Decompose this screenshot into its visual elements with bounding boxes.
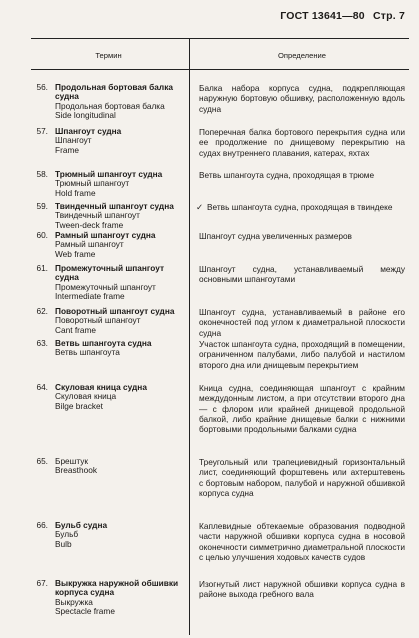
- term-synonym: Intermediate frame: [55, 291, 125, 302]
- term-synonym: Поворотный шпангоут: [55, 315, 141, 326]
- term-cell: [55, 307, 187, 335]
- term-main: Брештук: [55, 456, 89, 466]
- term-cell: [55, 383, 187, 411]
- term-number: 67.: [36, 578, 48, 588]
- term-synonym: Hold frame: [55, 187, 96, 198]
- definition-cell: Каплевидные обтекаемые образования подводной части наружной обшивки корпуса судна в носовой оконечности симметрично диаметральной плоскости с целью улучшения ходовых качеств судов: [199, 521, 405, 562]
- term-number: 56.: [36, 82, 48, 92]
- term-synonym: Bilge bracket: [55, 400, 103, 411]
- term-cell: [55, 202, 187, 230]
- table-header: [31, 39, 409, 70]
- definition-cell: Кница судна, соединяющая шпангоут с крайним междудонным листом, а при отсутствии второго дна — с флором или крайней днищевой продольной балкой, либо крайние днищевые балки с нижними бортовыми продольными балками судна: [199, 383, 405, 435]
- term-synonym: Выкружка: [55, 596, 93, 607]
- term-main: Бульб судна: [55, 520, 108, 530]
- checkmark-icon: ✓: [196, 202, 204, 212]
- column-divider: [189, 39, 190, 635]
- term-main: Шпангоут судна: [55, 126, 122, 136]
- term-cell: [55, 457, 187, 476]
- term-synonym: Breasthook: [55, 465, 97, 476]
- column-header-term: Термин: [95, 51, 122, 60]
- term-synonym: Side longitudinal: [55, 110, 116, 121]
- definition-cell: Ветвь шпангоута судна, проходящая в твиндеке: [207, 202, 393, 212]
- term-main: Ветвь шпангоута судна: [55, 338, 152, 348]
- term-synonym: Продольная бортовая балка: [55, 100, 165, 111]
- term-main: Поворотный шпангоут судна: [55, 306, 175, 316]
- term-synonym: Рамный шпангоут: [55, 239, 124, 250]
- term-main: Скуловая кница судна: [55, 382, 147, 392]
- term-cell: [55, 231, 187, 259]
- page-header: [275, 10, 405, 22]
- definition-cell: Шпангоут судна, устанавливаемый в районе его оконечностей под углом к диаметральной плоскости судна: [199, 307, 405, 338]
- term-main: Трюмный шпангоут судна: [55, 169, 163, 179]
- term-cell: [55, 127, 187, 155]
- term-main: Промежуточный шпангоут судна: [55, 263, 165, 283]
- term-synonym: Скуловая кница: [55, 391, 117, 402]
- term-number: 65.: [36, 456, 48, 466]
- term-number: 58.: [36, 169, 48, 179]
- term-synonym: Твиндечный шпангоут: [55, 210, 140, 221]
- term-cell: [55, 579, 187, 617]
- term-synonym: Cant frame: [55, 324, 97, 335]
- standard-code: ГОСТ 13641—80: [280, 10, 365, 22]
- term-synonym: Tween-deck frame: [55, 219, 124, 230]
- term-synonym: Frame: [55, 144, 79, 155]
- definition-cell: Шпангоут судна, устанавливаемый между основными шпангоутами: [199, 264, 405, 285]
- term-main: Выкружка наружной обшивки корпуса судна: [55, 578, 179, 598]
- term-cell: [55, 264, 187, 302]
- term-synonym: Web frame: [55, 248, 96, 259]
- term-number: 60.: [36, 230, 48, 240]
- term-number: 59.: [36, 201, 48, 211]
- term-synonym: Ветвь шпангоута: [55, 347, 120, 358]
- term-synonym: Spectacle frame: [55, 606, 115, 617]
- definition-cell: Изогнутый лист наружной обшивки корпуса судна в районе выхода гребного вала: [199, 579, 405, 600]
- term-cell: [55, 521, 187, 549]
- term-number: 66.: [36, 520, 48, 530]
- definition-cell: Треугольный или трапециевидный горизонтальный лист, соединяющий форштевень или ахтерштевень с бортовым набором, палубой и наружной обшивкой корпуса судна: [199, 457, 405, 498]
- terms-table: [31, 38, 409, 635]
- term-number: 63.: [36, 338, 48, 348]
- column-header-definition: Определение: [277, 51, 326, 60]
- term-cell: [55, 170, 187, 198]
- page-number: Стр. 7: [372, 10, 405, 22]
- term-main: Продольная бортовая балка судна: [55, 82, 173, 102]
- definition-cell: Ветвь шпангоута судна, проходящая в трюме: [199, 170, 375, 180]
- term-main: Твиндечный шпангоут судна: [55, 201, 174, 211]
- term-synonym: Промежуточный шпангоут: [55, 281, 156, 292]
- term-synonym: Шпангоут: [55, 135, 92, 146]
- term-number: 64.: [36, 382, 48, 392]
- term-cell: [55, 339, 187, 358]
- term-cell: [55, 83, 187, 121]
- term-number: 61.: [36, 263, 48, 273]
- term-main: Рамный шпангоут судна: [55, 230, 156, 240]
- term-synonym: Трюмный шпангоут: [55, 178, 130, 189]
- definition-cell: Шпангоут судна увеличенных размеров: [199, 231, 352, 241]
- term-number: 62.: [36, 306, 48, 316]
- term-synonym: Bulb: [55, 538, 72, 549]
- definition-cell: Балка набора корпуса судна, подкрепляющая наружную бортовую обшивку, расположенную вдоль судна: [199, 83, 405, 114]
- definition-cell: Участок шпангоута судна, проходящий в помещении, ограниченном палубами, либо палубой и настилом второго дна или днищевым перекрытием: [199, 339, 405, 370]
- term-synonym: Бульб: [55, 529, 79, 540]
- definition-cell: Поперечная балка бортового перекрытия судна или ее продолжение по днищевому перекрытию на судах внутреннего плавания, катерах, яхтах: [199, 127, 405, 158]
- term-number: 57.: [36, 126, 48, 136]
